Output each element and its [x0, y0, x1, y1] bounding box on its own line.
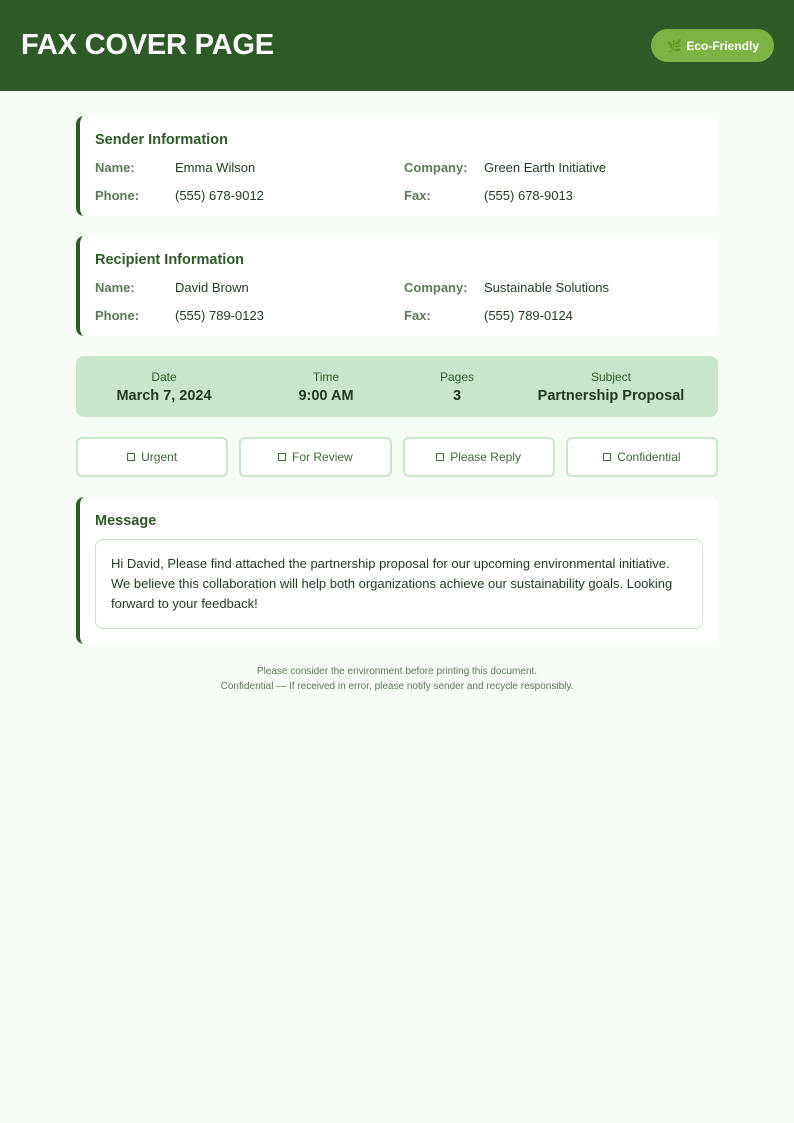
sender-phone-row — [95, 187, 404, 204]
sender-phone-label: Phone: — [95, 188, 140, 203]
recipient-fax-label: Fax: — [404, 308, 431, 323]
recipient-name-value: David Brown — [175, 280, 249, 295]
flag-confidential-checkbox[interactable] — [566, 437, 718, 477]
flag-urgent-checkbox[interactable] — [76, 437, 228, 477]
flag-label: Please Reply — [450, 450, 521, 464]
flag-for-review-checkbox[interactable] — [239, 437, 391, 477]
recipient-company-label: Company: — [404, 280, 468, 295]
sender-company-value: Green Earth Initiative — [484, 160, 607, 175]
flag-label: Confidential — [617, 450, 681, 464]
sender-phone-value: (555) 678-9012 — [175, 188, 264, 203]
flag-label: For Review — [292, 450, 353, 464]
footer-environment-note: Please consider the environment before printing this document. — [256, 666, 538, 677]
sender-info-grid — [95, 159, 703, 204]
meta-subject — [524, 370, 698, 404]
sender-fax-label: Fax: — [404, 188, 431, 203]
sender-name-value: Emma Wilson — [175, 160, 256, 175]
fax-meta-bar — [76, 356, 718, 417]
flag-please-reply-checkbox[interactable] — [403, 437, 555, 477]
checkbox-icon — [436, 453, 444, 461]
recipient-phone-row — [95, 307, 404, 324]
page-header — [0, 0, 794, 91]
sender-fax-value: (555) 678-9013 — [484, 188, 573, 203]
meta-pages — [420, 370, 494, 404]
sender-name-label: Name: — [95, 160, 135, 175]
date-label: Date — [151, 369, 177, 384]
sender-name-row — [95, 159, 404, 176]
eco-badge-label: Eco-Friendly — [686, 38, 759, 53]
flag-options — [76, 437, 718, 477]
date-value: March 7, 2024 — [116, 387, 212, 404]
message-title: Message — [95, 513, 157, 529]
page-title: FAX COVER PAGE — [21, 28, 274, 61]
recipient-title: Recipient Information — [95, 252, 245, 268]
leaf-icon: 🌿 — [667, 38, 683, 53]
time-label: Time — [312, 369, 340, 384]
recipient-company-row — [404, 279, 703, 296]
message-card — [76, 497, 718, 644]
meta-date — [96, 370, 232, 404]
recipient-phone-label: Phone: — [95, 308, 140, 323]
pages-value: 3 — [452, 387, 462, 404]
recipient-fax-value: (555) 789-0124 — [484, 308, 573, 323]
message-body: Hi David, Please find attached the partnership proposal for our upcoming environmental initiative. We believe this collaboration will help both organizations achieve our sustainability goals. Looking forward to your feedback! — [95, 539, 703, 629]
recipient-name-label: Name: — [95, 280, 135, 295]
pages-label: Pages — [439, 369, 475, 384]
checkbox-icon — [278, 453, 286, 461]
sender-company-label: Company: — [404, 160, 468, 175]
eco-friendly-badge — [651, 29, 774, 62]
checkbox-icon — [603, 453, 611, 461]
flag-label: Urgent — [141, 450, 178, 464]
sender-card — [76, 116, 718, 216]
sender-fax-row — [404, 187, 703, 204]
subject-label: Subject — [590, 369, 632, 384]
checkbox-icon — [127, 453, 135, 461]
sender-title: Sender Information — [95, 132, 228, 148]
recipient-company-value: Sustainable Solutions — [484, 280, 610, 295]
subject-value: Partnership Proposal — [537, 387, 685, 404]
recipient-info-grid — [95, 279, 703, 324]
recipient-card — [76, 236, 718, 336]
page-footer — [76, 664, 718, 694]
recipient-fax-row — [404, 307, 703, 324]
recipient-phone-value: (555) 789-0123 — [175, 308, 264, 323]
meta-time — [229, 370, 423, 404]
footer-confidential-note: Confidential — If received in error, please notify sender and recycle responsibly. — [220, 681, 574, 692]
time-value: 9:00 AM — [298, 387, 354, 404]
sender-company-row — [404, 159, 703, 176]
recipient-name-row — [95, 279, 404, 296]
fax-body — [76, 91, 718, 694]
